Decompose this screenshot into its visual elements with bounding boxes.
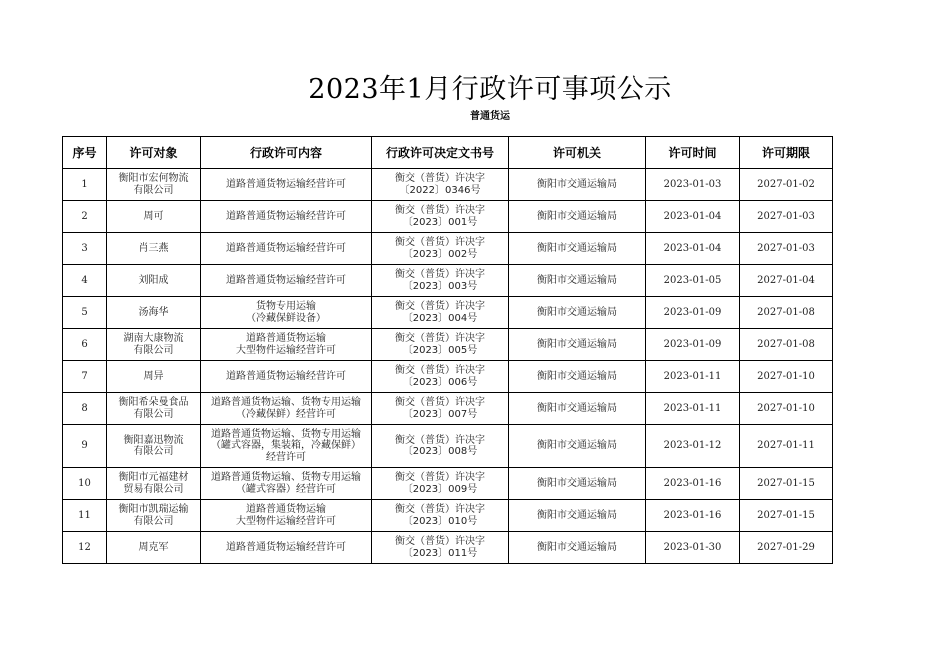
table-row [63,425,833,468]
permit-date-cell: 2023-01-12 [646,425,740,468]
table-row [63,361,833,393]
page-subtitle: 普通货运 [470,111,510,122]
table-body [63,169,833,564]
decision-doc-number-cell [372,361,509,393]
decision-doc-number-cell-line: 〔2023〕005号 [402,344,478,356]
permit-date-cell: 2023-01-04 [646,233,740,265]
permit-target-cell [107,468,201,500]
serial-number-cell: 10 [63,468,107,500]
serial-number-cell: 1 [63,169,107,201]
permit-target-cell-line: 衡阳嘉迅物流 [123,434,184,446]
permit-target-cell-line: 贸易有限公司 [123,483,184,495]
permit-target-cell [107,169,201,201]
decision-doc-number-cell-line: 〔2023〕011号 [402,547,478,559]
permit-expiry-cell: 2027-01-10 [740,393,833,425]
permit-agency-cell: 衡阳市交通运输局 [509,233,646,265]
permit-expiry-cell: 2027-01-10 [740,361,833,393]
permit-target-cell-line: 衡阳市宏何物流 [118,173,189,184]
decision-doc-number-cell-line: 〔2023〕002号 [402,248,478,260]
header-cell: 许可对象 [107,137,201,169]
permit-target-cell-line: 衡阳希朵曼食品 [118,397,189,408]
decision-doc-number-cell-line: 衡交（普货）许决字 [395,434,485,446]
decision-doc-number-cell-line: 衡交（普货）许决字 [395,205,485,216]
permit-agency-cell: 衡阳市交通运输局 [509,265,646,297]
permit-content-cell-line: 道路普通货物运输经营许可 [226,178,346,190]
permit-content-cell-line: 道路普通货物运输经营许可 [226,210,346,222]
permit-content-cell-line: 道路普通货物运输、货物专用运输 [211,428,361,440]
permit-content-cell [201,468,372,500]
permit-content-cell-line: 道路普通货物运输 [246,333,326,344]
table-row [63,201,833,233]
decision-doc-number-cell-line: 〔2023〕004号 [402,312,478,324]
header-cell: 序号 [63,137,107,169]
table-row [63,329,833,361]
decision-doc-number-cell [372,425,509,468]
decision-doc-number-cell-line: 衡交（普货）许决字 [395,237,485,248]
permit-target-cell [107,329,201,361]
permit-target-cell-line: 有限公司 [133,408,174,420]
decision-doc-number-cell [372,500,509,532]
decision-doc-number-cell-line: 〔2023〕006号 [402,376,478,388]
permit-content-cell [201,393,372,425]
permit-date-cell: 2023-01-09 [646,297,740,329]
permit-agency-cell: 衡阳市交通运输局 [509,329,646,361]
serial-number-cell: 12 [63,532,107,564]
permit-expiry-cell: 2027-01-02 [740,169,833,201]
serial-number-cell: 3 [63,233,107,265]
decision-doc-number-cell-line: 〔2022〕0346号 [399,184,481,196]
permit-agency-cell: 衡阳市交通运输局 [509,169,646,201]
permit-target-cell-line: 周克军 [138,541,169,553]
permit-target-cell-line: 衡阳市凯瑞运输 [118,504,189,515]
permit-agency-cell: 衡阳市交通运输局 [509,468,646,500]
permit-content-cell [201,169,372,201]
permit-content-cell-line: 道路普通货物运输经营许可 [226,242,346,254]
permit-target-cell [107,425,201,468]
permit-expiry-cell: 2027-01-29 [740,532,833,564]
decision-doc-number-cell-line: 衡交（普货）许决字 [395,173,485,184]
table-row [63,233,833,265]
permit-content-cell [201,329,372,361]
permit-target-cell-line: 刘阳成 [138,274,169,286]
permit-expiry-cell: 2027-01-08 [740,329,833,361]
permit-agency-cell: 衡阳市交通运输局 [509,393,646,425]
permit-content-cell [201,201,372,233]
decision-doc-number-cell [372,169,509,201]
decision-doc-number-cell [372,329,509,361]
permit-target-cell-line: 肖三燕 [138,242,169,254]
permit-table [62,136,833,564]
permit-date-cell: 2023-01-09 [646,329,740,361]
permit-agency-cell: 衡阳市交通运输局 [509,297,646,329]
header-cell: 许可机关 [509,137,646,169]
permit-target-cell [107,361,201,393]
serial-number-cell: 6 [63,329,107,361]
serial-number-cell: 5 [63,297,107,329]
permit-expiry-cell: 2027-01-11 [740,425,833,468]
header-cell: 许可期限 [740,137,833,169]
serial-number-cell: 8 [63,393,107,425]
page-title: 2023年1月行政许可事项公示 [308,74,672,105]
permit-target-cell-line: 湖南大康物流 [123,333,184,344]
permit-content-cell-line: 道路普通货物运输经营许可 [226,274,346,286]
permit-expiry-cell: 2027-01-03 [740,233,833,265]
permit-content-cell-line: 道路普通货物运输、货物专用运输 [211,397,361,408]
table-row [63,169,833,201]
permit-agency-cell: 衡阳市交通运输局 [509,425,646,468]
decision-doc-number-cell [372,532,509,564]
decision-doc-number-cell [372,393,509,425]
permit-target-cell [107,201,201,233]
permit-expiry-cell: 2027-01-03 [740,201,833,233]
permit-date-cell: 2023-01-16 [646,468,740,500]
permit-content-cell-line: 经营许可 [266,451,306,463]
permit-content-cell [201,425,372,468]
permit-agency-cell: 衡阳市交通运输局 [509,361,646,393]
permit-date-cell: 2023-01-03 [646,169,740,201]
permit-date-cell: 2023-01-04 [646,201,740,233]
header-cell: 行政许可决定文书号 [372,137,509,169]
table-row [63,297,833,329]
decision-doc-number-cell-line: 〔2023〕009号 [402,483,478,495]
permit-target-cell [107,532,201,564]
table-row [63,468,833,500]
permit-date-cell: 2023-01-05 [646,265,740,297]
table-row [63,393,833,425]
decision-doc-number-cell-line: 〔2023〕010号 [402,515,478,527]
serial-number-cell: 4 [63,265,107,297]
decision-doc-number-cell-line: 衡交（普货）许决字 [395,504,485,515]
decision-doc-number-cell [372,201,509,233]
decision-doc-number-cell-line: 衡交（普货）许决字 [395,397,485,408]
permit-target-cell [107,393,201,425]
permit-content-cell [201,233,372,265]
decision-doc-number-cell [372,233,509,265]
serial-number-cell: 9 [63,425,107,468]
permit-content-cell [201,297,372,329]
permit-agency-cell: 衡阳市交通运输局 [509,201,646,233]
header-row [63,137,833,169]
permit-target-cell-line: 有限公司 [133,446,174,457]
serial-number-cell: 11 [63,500,107,532]
serial-number-cell: 7 [63,361,107,393]
decision-doc-number-cell [372,297,509,329]
permit-target-cell-line: 有限公司 [133,344,174,356]
decision-doc-number-cell-line: 〔2023〕008号 [402,446,478,457]
permit-target-cell-line: 汤海华 [138,306,169,318]
decision-doc-number-cell-line: 衡交（普货）许决字 [395,365,485,376]
decision-doc-number-cell [372,468,509,500]
permit-content-cell-line: 道路普通货物运输 [246,504,326,515]
permit-target-cell-line: 有限公司 [133,184,174,196]
permit-content-cell [201,361,372,393]
permit-target-cell-line: 周异 [143,370,164,382]
permit-date-cell: 2023-01-16 [646,500,740,532]
permit-agency-cell: 衡阳市交通运输局 [509,500,646,532]
permit-expiry-cell: 2027-01-08 [740,297,833,329]
permit-content-cell-line: 道路普通货物运输、货物专用运输 [211,472,361,483]
permit-expiry-cell: 2027-01-15 [740,500,833,532]
permit-agency-cell: 衡阳市交通运输局 [509,532,646,564]
header-cell: 行政许可内容 [201,137,372,169]
decision-doc-number-cell-line: 衡交（普货）许决字 [395,269,485,280]
permit-content-cell-line: 货物专用运输 [256,301,316,312]
decision-doc-number-cell-line: 衡交（普货）许决字 [395,536,485,547]
permit-target-cell-line: 有限公司 [133,515,174,527]
permit-content-cell-line: （罐式容器）经营许可 [236,483,336,495]
decision-doc-number-cell-line: 〔2023〕003号 [402,280,478,292]
permit-target-cell-line: 衡阳市元福建材 [118,472,189,483]
permit-date-cell: 2023-01-30 [646,532,740,564]
decision-doc-number-cell-line: 衡交（普货）许决字 [395,301,485,312]
permit-target-cell [107,233,201,265]
permit-target-cell-line: 周可 [143,210,164,222]
decision-doc-number-cell-line: 〔2023〕001号 [402,216,478,228]
table-row [63,500,833,532]
permit-content-cell-line: （冷藏保鲜设备） [246,312,326,324]
serial-number-cell: 2 [63,201,107,233]
permit-content-cell-line: 道路普通货物运输经营许可 [226,370,346,382]
table-row [63,532,833,564]
header-cell: 许可时间 [646,137,740,169]
permit-content-cell-line: 大型物件运输经营许可 [236,515,336,527]
decision-doc-number-cell-line: 衡交（普货）许决字 [395,333,485,344]
permit-content-cell-line: （罐式容器，集装箱，冷藏保鲜） [211,440,361,452]
permit-content-cell-line: 道路普通货物运输经营许可 [226,541,346,553]
permit-expiry-cell: 2027-01-04 [740,265,833,297]
decision-doc-number-cell-line: 〔2023〕007号 [402,408,478,420]
decision-doc-number-cell-line: 衡交（普货）许决字 [395,472,485,483]
permit-target-cell [107,297,201,329]
permit-date-cell: 2023-01-11 [646,361,740,393]
table-row [63,265,833,297]
permit-date-cell: 2023-01-11 [646,393,740,425]
permit-content-cell-line: 大型物件运输经营许可 [236,344,336,356]
permit-target-cell [107,500,201,532]
permit-content-cell [201,265,372,297]
decision-doc-number-cell [372,265,509,297]
permit-target-cell [107,265,201,297]
permit-content-cell [201,500,372,532]
permit-content-cell [201,532,372,564]
permit-content-cell-line: （冷藏保鲜）经营许可 [236,408,336,420]
permit-expiry-cell: 2027-01-15 [740,468,833,500]
